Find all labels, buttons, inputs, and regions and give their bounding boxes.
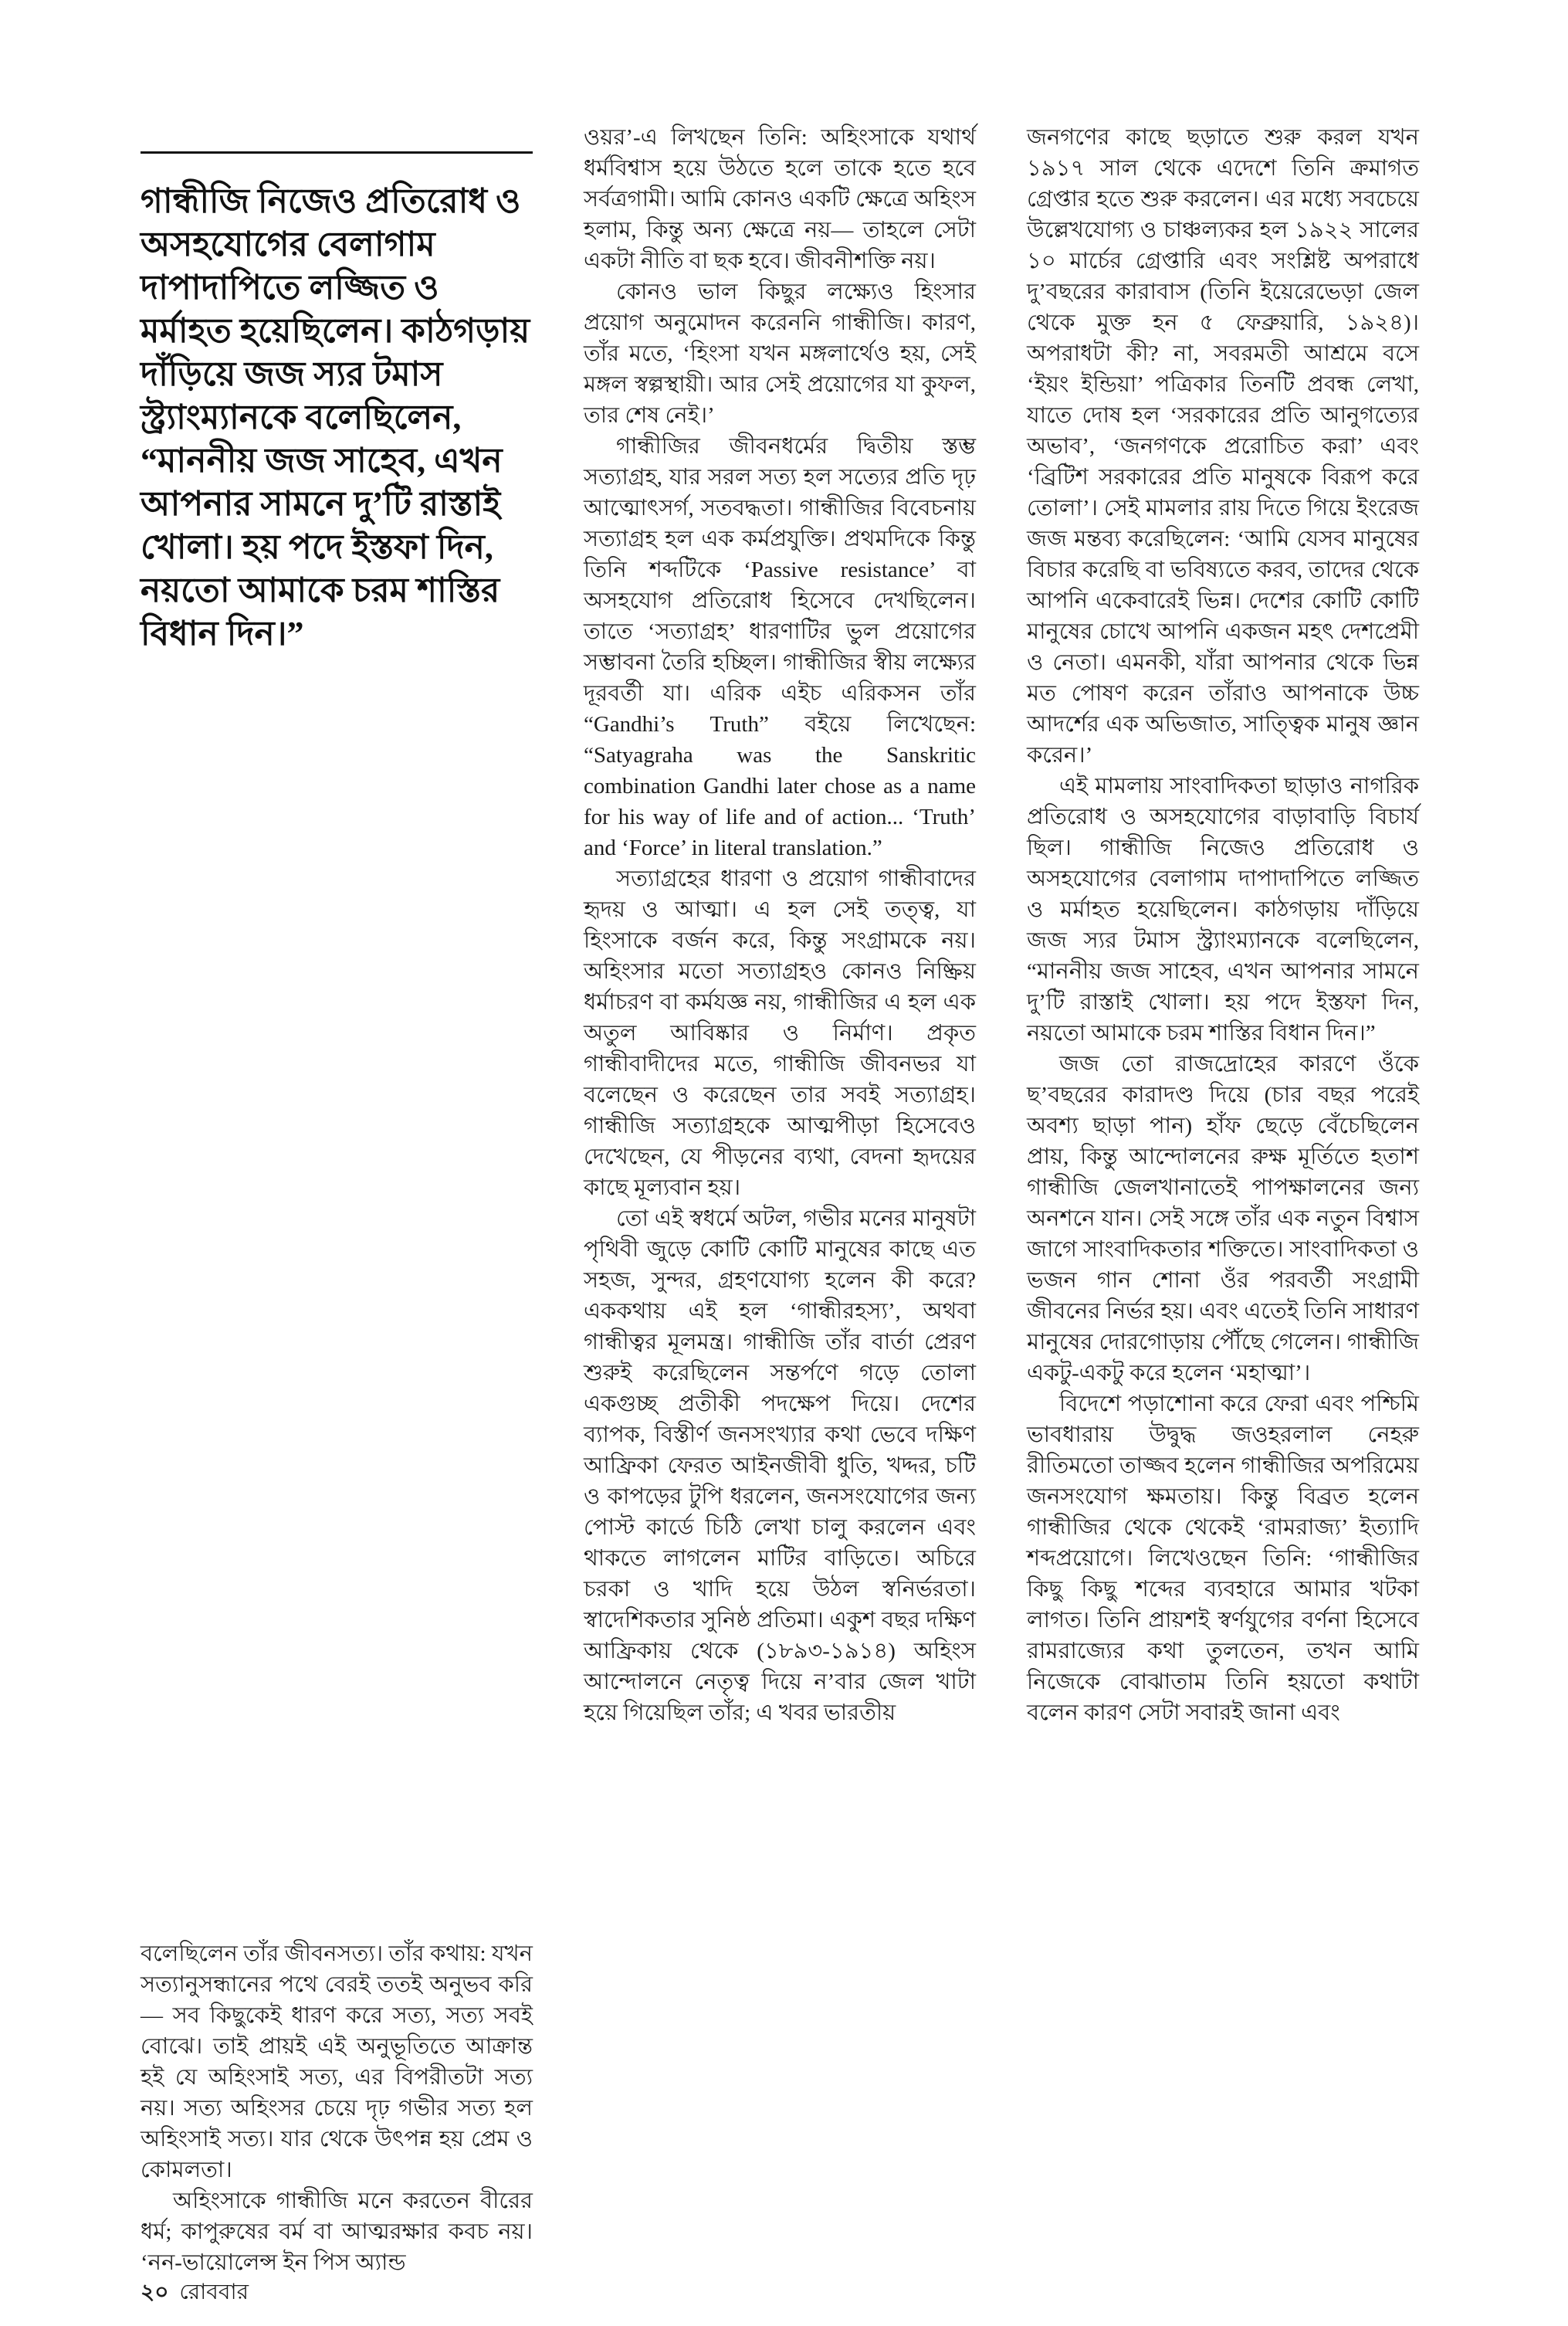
body-paragraph: অহিংসাকে গান্ধীজি মনে করতেন বীরের ধর্ম; কাপুরুষের বর্ম বা আত্মরক্ষার কবচ নয়। ‘নন-ভায়োলেন্স ইন পিস অ্যান্ড — [141, 2189, 533, 2275]
body-paragraph: গান্ধীজির জীবনধর্মের দ্বিতীয় স্তম্ভ সত্যাগ্রহ, যার সরল সত্য হল সত্যের প্রতি দৃঢ় আত্মোৎসর্গ, সতবদ্ধতা। গান্ধীজির বিবেচনায় সত্যাগ্রহ হল এক কর্মপ্রযুক্তি। প্রথমদিকে কিন্তু তিনি শব্দটিকে ‘Passive resistance’ বা অসহযোগ প্রতিরোধ হিসেবে দেখছিলেন। তাতে ‘সত্যাগ্রহ’ ধারণাটির ভুল প্রয়োগের সম্ভাবনা তৈরি হচ্ছিল। গান্ধীজির স্বীয় লক্ষ্যের দূরবর্তী যা। এরিক এইচ এরিকসন তাঁর “Gandhi’s Truth” বইয়ে লিখেছেন: “Satyagraha was the Sanskritic combination Gandhi later chose as a name for his way of life and of action... ‘Truth’ and ‘Force’ in literal translation.” — [584, 434, 976, 860]
body-paragraph: জনগণের কাছে ছড়াতে শুরু করল যখন ১৯১৭ সাল থেকে এদেশে তিনি ক্রমাগত গ্রেপ্তার হতে শুরু করলেন। এর মধ্যে সবচেয়ে উল্লেখযোগ্য ও চাঞ্চল্যকর হল ১৯২২ সালের ১০ মার্চের গ্রেপ্তারি এবং সংশ্লিষ্ট অপরাধে দু’বছরের কারাবাস (তিনি ইয়েরেভেড়া জেল থেকে মুক্ত হন ৫ ফেব্রুয়ারি, ১৯২৪)। অপরাধটা কী? না, সবরমতী আশ্রমে বসে ‘ইয়ং ইন্ডিয়া’ পত্রিকার তিনটি প্রবন্ধ লেখা, যাতে দোষ হল ‘সরকারের প্রতি আনুগত্যের অভাব’, ‘জনগণকে প্ররোচিত করা’ এবং ‘ব্রিটিশ সরকারের প্রতি মানুষকে বিরূপ করে তোলা’। সেই মামলার রায় দিতে গিয়ে ইংরেজ জজ মন্তব্য করেছিলেন: ‘আমি যেসব মানুষের বিচার করেছি বা ভবিষ্যতে করব, তাদের থেকে আপনি একেবারেই ভিন্ন। দেশের কোটি কোটি মানুষের চোখে আপনি একজন মহৎ দেশপ্রেমী ও নেতা। এমনকী, যাঁরা আপনার থেকে ভিন্ন মত পোষণ করেন তাঁরাও আপনাকে উচ্চ আদর্শের এক অভিজাত, সাত্ত্বিক মানুষ জ্ঞান করেন।’ — [1027, 125, 1419, 768]
column-middle — [584, 122, 976, 2278]
body-paragraph: জজ তো রাজদ্রোহের কারণে ওঁকে ছ’বছরের কারাদণ্ড দিয়ে (চার বছর পরেই অবশ্য ছাড়া পান) হাঁফ ছেড়ে বেঁচেছিলেন প্রায়, কিন্তু আন্দোলনের রুক্ষ মূর্তিতে হতাশ গান্ধীজি জেলখানাতেই পাপক্ষালনের জন্য অনশনে যান। সেই সঙ্গে তাঁর এক নতুন বিশ্বাস জাগে সাংবাদিকতার শক্তিতে। সাংবাদিকতা ও ভজন গান শোনা ওঁর পরবর্তী সংগ্রামী জীবনের নির্ভর হয়। এবং এতেই তিনি সাধারণ মানুষের দোরগোড়ায় পৌঁছে গেলেন। গান্ধীজি একটু-একটু করে হলেন ‘মহাত্মা’। — [1027, 1052, 1419, 1385]
body-paragraph: ওয়র’-এ লিখছেন তিনি: অহিংসাকে যথার্থ ধর্মবিশ্বাস হয়ে উঠতে হলে তাকে হতে হবে সর্বত্রগামী। আমি কোনও একটি ক্ষেত্রে অহিংস হলাম, কিন্তু অন্য ক্ষেত্রে নয়— তাহলে সেটা একটা নীতি বা ছক হবে। জীবনীশক্তি নয়। — [584, 125, 976, 273]
body-paragraph: কোনও ভাল কিছুর লক্ষ্যেও হিংসার প্রয়োগ অনুমোদন করেননি গান্ধীজি। কারণ, তাঁর মতে, ‘হিংসা যখন মঙ্গলার্থেও হয়, সেই মঙ্গল স্বল্পস্থায়ী। আর সেই প্রয়োগের যা কুফল, তার শেষ নেই।’ — [584, 280, 976, 428]
page-footer — [141, 2280, 249, 2306]
body-paragraph: তো এই স্বধর্মে অটল, গভীর মনের মানুষটা পৃথিবী জুড়ে কোটি কোটি মানুষের কাছে এত সহজ, সুন্দর, গ্রহণযোগ্য হলেন কী করে? এককথায় এই হল ‘গান্ধীরহস্য’, অথবা গান্ধীত্বর মূলমন্ত্র। গান্ধীজি তাঁর বার্তা প্রেরণ শুরুই করেছিলেন সন্তর্পণে গড়ে তোলা একগুচ্ছ প্রতীকী পদক্ষেপ দিয়ে। দেশের ব্যাপক, বিস্তীর্ণ জনসংখ্যার কথা ভেবে দক্ষিণ আফ্রিকা ফেরত আইনজীবী ধুতি, খদ্দর, চটি ও কাপড়ের টুপি ধরলেন, জনসংযোগের জন্য পোস্ট কার্ডে চিঠি লেখা চালু করলেন এবং থাকতে লাগলেন মাটির বাড়িতে। অচিরে চরকা ও খাদি হয়ে উঠল স্বনির্ভরতা। স্বাদেশিকতার সুনিষ্ঠ প্রতিমা। একুশ বছর দক্ষিণ আফ্রিকায় থেকে (১৮৯৩-১৯১৪) অহিংস আন্দোলনে নেতৃত্ব দিয়ে ন’বার জেল খাটা হয়ে গিয়েছিল তাঁর; এ খবর ভারতীয় — [584, 1206, 976, 1725]
section-name: রোববার — [179, 2280, 249, 2304]
article-columns — [141, 122, 1420, 2278]
body-paragraph: বিদেশে পড়াশোনা করে ফেরা এবং পশ্চিমি ভাবধারায় উদ্বুদ্ধ জওহরলাল নেহরু রীতিমতো তাজ্জব হলেন গান্ধীজির অপরিমেয় জনসংযোগ ক্ষমতায়। কিন্তু বিব্রত হলেন গান্ধীজির থেকে থেকেই ‘রামরাজ্য’ ইত্যাদি শব্দপ্রয়োগে। লিখেওছেন তিনি: ‘গান্ধীজির কিছু কিছু শব্দের ব্যবহারে আমার খটকা লাগত। তিনি প্রায়শই স্বর্ণযুগের বর্ণনা হিসেবে রামরাজ্যের কথা তুলতেন, তখন আমি নিজেকে বোঝাতাম তিনি হয়তো কথাটা বলেন কারণ সেটা সবারই জানা এবং — [1027, 1392, 1419, 1725]
body-paragraph: এই মামলায় সাংবাদিকতা ছাড়াও নাগরিক প্রতিরোধ ও অসহযোগের বাড়াবাড়ি বিচার্য ছিল। গান্ধীজি নিজেও প্রতিরোধ ও অসহযোগের বেলাগাম দাপাদাপিতে লজ্জিত ও মর্মাহত হয়েছিলেন। কাঠগড়ায় দাঁড়িয়ে জজ স্যর টমাস স্ট্র্যাংম্যানকে বলেছিলেন, “মাননীয় জজ সাহেব, এখন আপনার সামনে দু’টি রাস্তাই খোলা। হয় পদে ইস্তফা দিন, নয়তো আমাকে চরম শাস্তির বিধান দিন।” — [1027, 774, 1419, 1046]
column-left-body — [141, 1938, 533, 2278]
body-paragraph: সত্যাগ্রহের ধারণা ও প্রয়োগ গান্ধীবাদের হৃদয় ও আত্মা। এ হল সেই তত্ত্ব, যা হিংসাকে বর্জন করে, কিন্তু সংগ্রামকে নয়। অহিংসার মতো সত্যাগ্রহও কোনও নিষ্ক্রিয় ধর্মাচরণ বা কর্মযজ্ঞ নয়, গান্ধীজির এ হল এক অতুল আবিষ্কার ও নির্মাণ। প্রকৃত গান্ধীবাদীদের মতে, গান্ধীজি জীবনভর যা বলেছেন ও করেছেন তার সবই সত্যাগ্রহ। গান্ধীজি সত্যাগ্রহকে আত্মপীড়া হিসেবেও দেখেছেন, যে পীড়নের ব্যথা, বেদনা হৃদয়ের কাছে মূল্যবান হয়। — [584, 866, 976, 1200]
pull-quote: গান্ধীজি নিজেও প্রতিরোধ ও অসহযোগের বেলাগাম দাপাদাপিতে লজ্জিত ও মর্মাহত হয়েছিলেন। কাঠগড়ায় দাঁড়িয়ে জজ স্যর টমাস স্ট্র্যাংম্যানকে বলেছিলেন, “মাননীয় জজ সাহেব, এখন আপনার সামনে দু’টি রাস্তাই খোলা। হয় পদে ইস্তফা দিন, নয়তো আমাকে চরম শাস্তির বিধান দিন।” — [141, 182, 530, 653]
column-right — [1027, 122, 1419, 2278]
pullquote-rule — [141, 151, 533, 154]
page-number: ২০ — [141, 2280, 169, 2304]
body-paragraph: বলেছিলেন তাঁর জীবনসত্য। তাঁর কথায়: যখন সত্যানুসন্ধানের পথে বেরই ততই অনুভব করি— সব কিছুকেই ধারণ করে সত্য, সত্য সবই বোঝে। তাই প্রায়ই এই অনুভূতিতে আক্রান্ত হই যে অহিংসাই সত্য, এর বিপরীতটা সত্য নয়। সত্য অহিংসর চেয়ে দৃঢ় গভীর সত্য হল অহিংসাই সত্য। যার থেকে উৎপন্ন হয় প্রেম ও কোমলতা। — [141, 1941, 533, 2182]
column-left — [141, 122, 533, 2278]
